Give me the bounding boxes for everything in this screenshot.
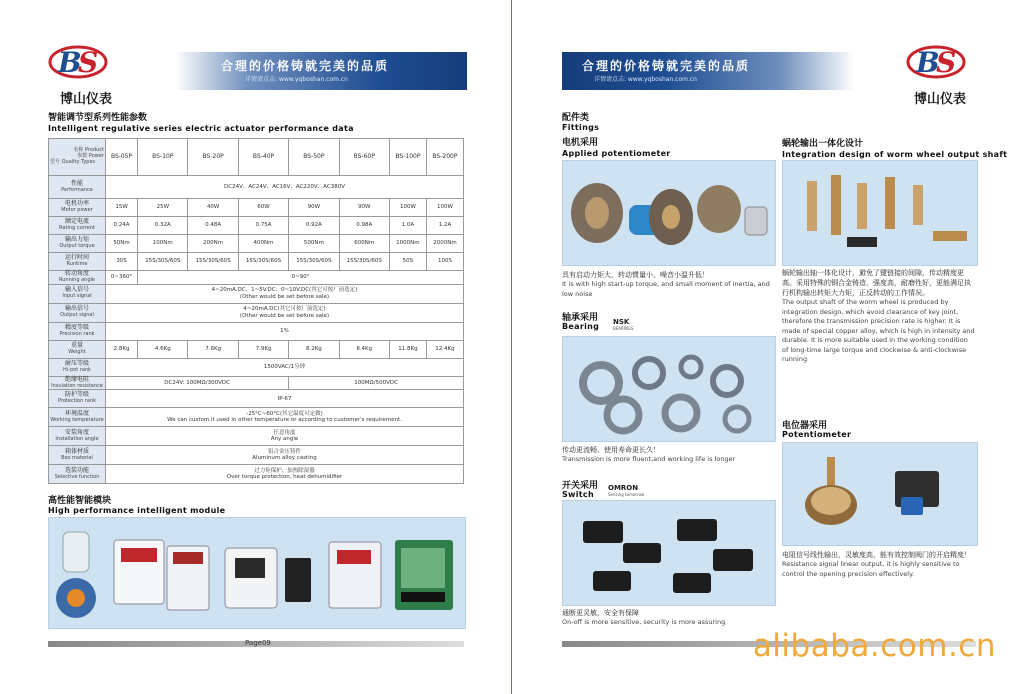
table-cell: 15S/30S/60S	[138, 253, 188, 271]
model-header-3: BS-40P	[238, 139, 288, 176]
bearing-description	[562, 445, 776, 465]
motor-title-en: Applied potentiometer	[562, 149, 671, 158]
row-label	[49, 271, 106, 285]
row-label-cn: 输入信号	[64, 286, 89, 294]
motor-title-cn: 电机采用	[562, 138, 599, 148]
row-label-en: Hi-pot rank	[63, 366, 91, 373]
table-cell: 500Nm	[289, 235, 339, 253]
cell-line-2: We can custom it used in other temperature or according to customer's requirement.	[167, 417, 402, 424]
cell-line-1: 4~20mA.DC(其它可按厂前选定)	[243, 306, 326, 313]
potentiometer-photo	[782, 442, 978, 546]
row-label-en: Rating current	[59, 225, 95, 232]
fittings-title-cn: 配件类	[562, 113, 590, 123]
table-row	[49, 271, 464, 285]
table-cell: 2000Nm	[426, 235, 463, 253]
table-row	[49, 408, 464, 427]
row-label	[49, 176, 106, 199]
row-label	[49, 199, 106, 217]
cell-line-1: IP-67	[277, 395, 292, 402]
model-header-1: BS-10P	[138, 139, 188, 176]
row-label-en: Running angle	[59, 276, 95, 283]
table-row	[49, 465, 464, 484]
table-cell: 100Nm	[138, 235, 188, 253]
table-cell: 90W	[289, 199, 339, 217]
switch-title-en: Switch	[562, 490, 594, 499]
table-cell: 1000Nm	[389, 235, 426, 253]
row-label-en: Output signal	[60, 312, 94, 319]
row-label-en: Input signal	[62, 293, 92, 300]
cell-line-1: 4~20mA.DC、1~5V.DC、0~10V.DC(其它可按厂前选定)	[211, 287, 358, 294]
nsk-brand-sub: BEARINGS	[613, 326, 634, 331]
table-cell: 0.92A	[289, 217, 339, 235]
worm-description	[782, 268, 976, 364]
table-cell: 8.2Kg	[289, 340, 339, 358]
performance-table	[48, 138, 464, 484]
row-label-cn: 输出信号	[64, 305, 89, 313]
table-cell	[106, 465, 464, 484]
model-header-5: BS-60P	[339, 139, 389, 176]
worm-desc-en: The output shaft of the worm wheel is produced by integration design, which avoid clearance of key joint, therefore the transmission precision rate is higher. It is made of special copper alloy, which is high in intensity and durable. It is more suitable used in the working condition of long-time large torque and clockwise & anti-clockwise running	[782, 298, 975, 363]
slogan-text: 合理的价格铸就完美的品质	[221, 59, 390, 73]
slogan-banner-right	[562, 52, 854, 90]
table-row	[49, 390, 464, 408]
table-cell: 15S/30S/60S	[238, 253, 288, 271]
table-cell: 4.6Kg	[138, 340, 188, 358]
omron-brand-name: OMRON	[608, 484, 639, 492]
slogan-banner	[175, 52, 467, 90]
omron-brand-sub: Sensing tomorrow	[608, 492, 645, 497]
table-cell: 15W	[106, 199, 138, 217]
pot-desc-en: Resistance signal linear output, it is highly sensitive to control the opening precision effectively.	[782, 560, 960, 578]
table-cell: 100W	[389, 199, 426, 217]
bearing-desc-cn: 传动更流畅、使用寿命更长久！	[562, 446, 660, 454]
row-label-cn: 电机功率	[64, 200, 89, 208]
table-cell	[106, 427, 464, 446]
nsk-brand	[613, 318, 634, 331]
table-cell: 15S/30S/60S	[188, 253, 238, 271]
bs-logo	[46, 40, 110, 84]
row-label	[49, 446, 106, 465]
row-label-cn: 额定电流	[64, 218, 89, 226]
cell-line-2: Any angle	[270, 436, 299, 443]
row-label-en: Insulation resistance	[51, 382, 103, 389]
table-corner-cell	[49, 139, 106, 176]
table-row	[49, 322, 464, 340]
cell-line-2: (Other would be set before sale)	[239, 312, 330, 319]
table-cell: 12.4Kg	[426, 340, 463, 358]
pot-title-cn: 电位器采用	[782, 421, 828, 431]
website-url-right[interactable]: 详情请点击: www.yqboshan.com.cn	[594, 76, 697, 83]
table-cell	[106, 446, 464, 465]
table-cell: 7.9Kg	[238, 340, 288, 358]
table-cell: DC24V: 100MΩ/300VDC	[106, 376, 289, 390]
table-cell: 25W	[138, 199, 188, 217]
watermark: alibaba.com.cn	[752, 628, 996, 664]
website-url[interactable]: 详情请点击: www.yqboshan.com.cn	[245, 76, 348, 83]
motor-desc-cn: 具有启动力矩大，转动惯量小、噪音小温升低！	[562, 271, 709, 279]
row-label-en: Output torque	[59, 243, 95, 250]
row-label-cn: 箱体材质	[64, 447, 89, 455]
section-title-en: Intelligent regulative series electric actuator performance data	[48, 124, 354, 133]
model-header-6: BS-100P	[389, 139, 426, 176]
cell-line-2: (Other would be set before sale)	[239, 293, 330, 300]
row-label-cn: 运行时间	[64, 254, 89, 262]
table-cell: 200Nm	[188, 235, 238, 253]
row-label	[49, 390, 106, 408]
table-row	[49, 340, 464, 358]
table-cell: 0.32A	[138, 217, 188, 235]
table-cell: 11.8Kg	[389, 340, 426, 358]
svg-text:B: B	[58, 46, 82, 79]
table-cell: 0.24A	[106, 217, 138, 235]
table-row	[49, 376, 464, 390]
row-label-cn: 安装角度	[64, 428, 89, 436]
svg-text:S: S	[936, 46, 957, 79]
row-label	[49, 284, 106, 303]
worm-title-cn: 蜗轮输出一体化设计	[782, 139, 864, 149]
row-label	[49, 340, 106, 358]
table-cell	[106, 358, 464, 376]
svg-text:S: S	[78, 46, 99, 79]
table-corner-bottom: 型号 Quality Types	[50, 158, 96, 165]
table-cell: 30S	[106, 253, 138, 271]
table-cell	[106, 176, 464, 199]
switch-title-cn: 开关采用	[562, 481, 599, 491]
table-cell: 7.6Kg	[188, 340, 238, 358]
slogan-text-right: 合理的价格铸就完美的品质	[582, 59, 751, 73]
cell-line-1: 1%	[280, 327, 289, 334]
table-row	[49, 253, 464, 271]
table-cell: 8.4Kg	[339, 340, 389, 358]
table-cell: 0.48A	[188, 217, 238, 235]
row-label-cn: 绝缘电阻	[64, 375, 89, 383]
worm-title-en: Integration design of worm wheel output shaft	[782, 150, 1008, 159]
table-row	[49, 358, 464, 376]
motor-desc-en: It is with high start-up torque, and small moment of inertia, and low noise	[562, 280, 770, 298]
bearing-photo	[562, 336, 776, 442]
row-label-cn: 耐压等级	[64, 359, 89, 367]
table-cell: 100W	[426, 199, 463, 217]
table-cell: 0~90°	[138, 271, 464, 285]
table-cell: 100S	[426, 253, 463, 271]
table-row	[49, 235, 464, 253]
table-row	[49, 199, 464, 217]
row-label-en: Runtime	[66, 261, 88, 268]
table-corner-top: 名称 Product	[73, 147, 104, 154]
right-page	[512, 0, 1024, 694]
company-name-right: 博山仪表	[914, 92, 967, 107]
switch-description	[562, 608, 776, 628]
pot-desc-cn: 电阻信号线性输出，灵敏度高，能有效控制阀门的开启精度！	[782, 551, 971, 559]
bearing-title-en: Bearing	[562, 322, 600, 331]
cell-line-1: 铝合金压铸件	[267, 448, 301, 455]
row-label-en: Working temperature	[50, 416, 104, 423]
row-label-cn: 重量	[70, 341, 83, 349]
row-label-en: Selective function	[54, 473, 100, 480]
table-cell: 100MΩ/500VDC	[289, 376, 464, 390]
table-row	[49, 284, 464, 303]
bearing-desc-en: Transmission is more fluent,and working life is longer	[562, 455, 736, 464]
table-header-row	[49, 139, 464, 176]
row-label	[49, 427, 106, 446]
row-label	[49, 235, 106, 253]
table-cell: 1.0A	[389, 217, 426, 235]
module-photo	[48, 517, 466, 629]
table-cell: 15S/30S/60S	[289, 253, 339, 271]
row-label-cn: 防护等级	[64, 391, 89, 399]
table-cell: 1.2A	[426, 217, 463, 235]
table-cell: 15S/30S/60S	[339, 253, 389, 271]
table-cell	[106, 322, 464, 340]
table-cell: 2.8Kg	[106, 340, 138, 358]
row-label-en: Box material	[61, 454, 93, 461]
omron-brand	[608, 484, 644, 497]
cell-line-1: 过力矩保护、加热除湿器	[254, 467, 315, 474]
cell-line-2: Over torque protection, heat dehumidifier	[226, 474, 343, 481]
row-label-cn: 转动角度	[64, 270, 89, 277]
table-cell: 0.75A	[238, 217, 288, 235]
row-label	[49, 408, 106, 427]
table-cell: 600Nm	[339, 235, 389, 253]
svg-text:B: B	[916, 46, 940, 79]
switch-desc-cn: 通断更灵敏，安全有保障	[562, 609, 639, 617]
row-label-en: Installation angle	[55, 435, 99, 442]
model-header-4: BS-50P	[289, 139, 339, 176]
model-header-7: BS-200P	[426, 139, 463, 176]
table-cell	[106, 390, 464, 408]
bs-logo-right	[904, 40, 968, 84]
nsk-brand-name: NSK	[613, 318, 630, 326]
table-cell: 90W	[339, 199, 389, 217]
section-title-cn: 智能调节型系列性能参数	[48, 113, 148, 123]
table-cell: 60W	[238, 199, 288, 217]
row-label-cn: 选装功能	[64, 466, 89, 474]
cell-line-1: 任意角度	[273, 429, 296, 436]
table-cell: 0~360°	[106, 271, 138, 285]
table-cell	[106, 284, 464, 303]
row-label	[49, 253, 106, 271]
row-label	[49, 465, 106, 484]
row-label-cn: 环境温度	[64, 409, 89, 417]
row-label-cn: 性能	[70, 179, 83, 187]
table-cell: 50S	[389, 253, 426, 271]
row-label-en: Performance	[61, 186, 93, 193]
table-cell: 400Nm	[238, 235, 288, 253]
pot-description	[782, 550, 982, 579]
model-header-0: BS-05P	[106, 139, 138, 176]
table-row	[49, 427, 464, 446]
table-row	[49, 303, 464, 322]
switch-photo	[562, 500, 776, 606]
table-cell: 50Nm	[106, 235, 138, 253]
table-cell	[106, 408, 464, 427]
row-label	[49, 358, 106, 376]
bearing-title-cn: 轴承采用	[562, 313, 599, 323]
worm-photo	[782, 160, 978, 266]
company-name: 博山仪表	[60, 92, 113, 107]
row-label-en: Motor power	[61, 207, 93, 214]
row-label-cn: 精度等级	[64, 323, 89, 331]
row-label	[49, 322, 106, 340]
table-row	[49, 446, 464, 465]
table-row	[49, 176, 464, 199]
motor-description	[562, 270, 776, 299]
switch-desc-en: On-off is more sensitive, security is more assuring	[562, 618, 726, 627]
row-label-en: Weight	[68, 348, 86, 355]
page-number: Page09	[245, 639, 271, 647]
worm-desc-cn: 蜗轮输出轴一体化设计，避免了键链接的间隙，传动精度更高。采用特殊的铜合金铸造，强度高，耐磨性好，更能满足执行机构输出转矩大力矩，正反转动的工作情况。	[782, 269, 971, 298]
motor-photo	[562, 160, 776, 266]
module-title-en: High performance intelligent module	[48, 506, 226, 515]
row-label-cn: 输出力矩	[64, 236, 89, 244]
row-label-en: Precision rank	[59, 330, 95, 337]
cell-line-1: DC24V、AC24V、AC16V、AC220V、AC380V	[224, 183, 345, 190]
module-title-cn: 高性能智能模块	[48, 496, 112, 506]
fittings-title-en: Fittings	[562, 123, 600, 132]
table-cell: 40W	[188, 199, 238, 217]
pot-title-en: Potentiometer	[782, 430, 852, 439]
table-row	[49, 217, 464, 235]
table-cell: 0.98A	[339, 217, 389, 235]
table-corner-mid: 参数 Power	[77, 153, 104, 160]
row-label	[49, 303, 106, 322]
model-header-2: BS-20P	[188, 139, 238, 176]
row-label	[49, 217, 106, 235]
row-label	[49, 376, 106, 390]
cell-line-2: Aluminum alloy casting	[252, 455, 317, 462]
cell-line-1: -25°C~60°C(其它温度可定做)	[246, 410, 323, 417]
row-label-en: Protection rank	[57, 398, 97, 405]
table-cell	[106, 303, 464, 322]
cell-line-1: 1500VAC/1分钟	[263, 363, 306, 370]
